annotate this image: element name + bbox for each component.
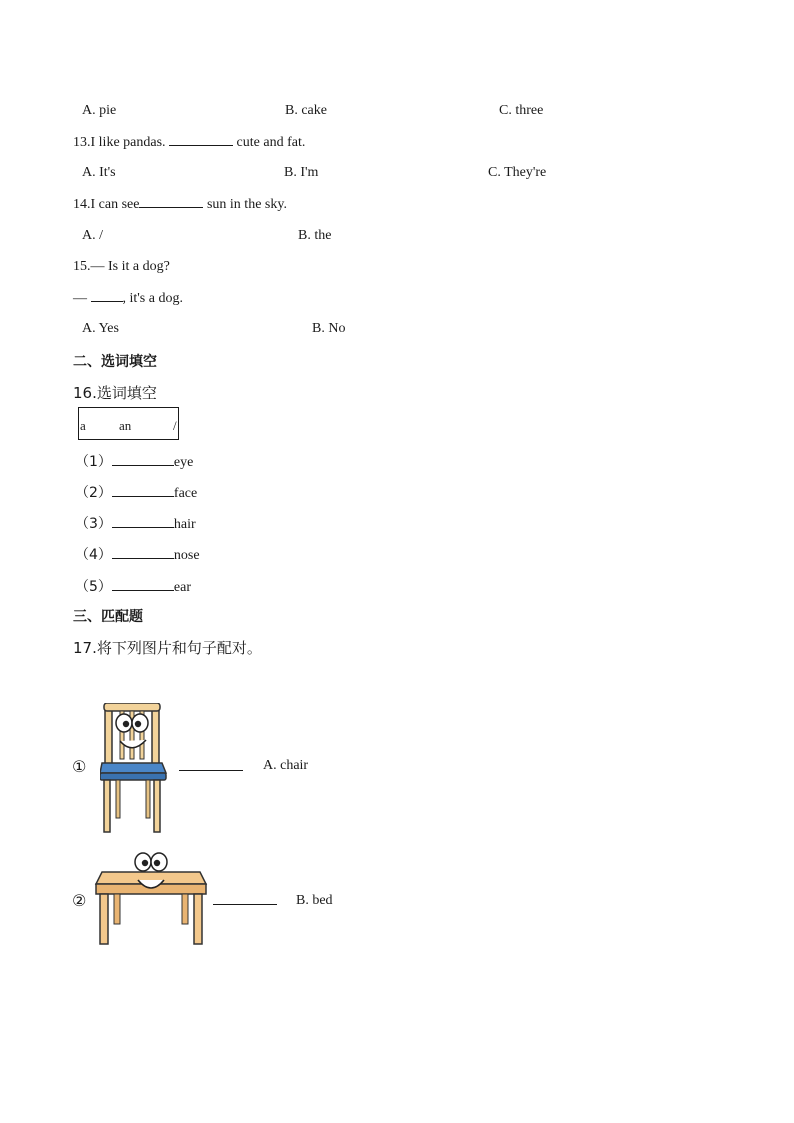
q16-item-5 [75, 576, 191, 596]
item-word: eye [173, 455, 194, 470]
item-number: （3） [75, 516, 112, 532]
pair-1-option: A. chair [263, 758, 309, 773]
q16-item-1 [75, 451, 193, 471]
q14-option-a[interactable]: A. / [82, 228, 103, 243]
q13-option-c[interactable]: C. They're [488, 165, 547, 180]
q14-option-b[interactable]: B. the [298, 228, 332, 243]
q14-stem [73, 196, 287, 213]
section-3-heading: 三、匹配题 [73, 609, 143, 625]
cartoon-chair-image [100, 703, 170, 835]
item-blank[interactable] [112, 485, 174, 497]
item-number: （2） [75, 485, 112, 501]
word-a: a [80, 418, 86, 433]
q15-option-a[interactable]: A. Yes [82, 321, 119, 336]
q13-stem [73, 134, 305, 151]
item-blank[interactable] [112, 454, 174, 466]
pair-1-answer-line[interactable] [179, 759, 243, 776]
q13-after: cute and fat. [233, 135, 306, 150]
word-an: an [119, 418, 132, 433]
q13-option-a[interactable]: A. It's [82, 165, 116, 180]
item-number: （4） [75, 547, 112, 563]
q16-title: 16.选词填空 [73, 384, 157, 402]
cartoon-table-image [94, 850, 208, 946]
item-blank[interactable] [112, 547, 174, 559]
item-word: ear [173, 580, 192, 595]
word-none: / [173, 418, 177, 433]
q12-option-b[interactable]: B. cake [285, 103, 327, 118]
q15-after: , it's a dog. [122, 291, 183, 306]
q14-after: sun in the sky. [203, 197, 287, 212]
q16-item-3 [75, 513, 196, 533]
item-number: （5） [75, 579, 112, 595]
q15-dash: — [73, 291, 91, 306]
q15-option-b[interactable]: B. No [312, 321, 346, 336]
q14-blank[interactable] [139, 196, 203, 208]
q13-blank[interactable] [169, 134, 233, 146]
section-2-heading: 二、选词填空 [73, 354, 157, 370]
pair-2-option: B. bed [296, 893, 333, 908]
item-number: （1） [75, 454, 112, 470]
item-word: face [173, 486, 198, 501]
q15-blank[interactable] [91, 290, 123, 302]
pair-1-marker: ① [72, 757, 87, 776]
item-blank[interactable] [112, 516, 174, 528]
q17-title: 17.将下列图片和句子配对。 [73, 639, 262, 657]
item-word: nose [173, 548, 200, 563]
q16-item-2 [75, 482, 197, 502]
item-word: hair [173, 517, 196, 532]
q13-option-b[interactable]: B. I'm [284, 165, 319, 180]
q14-before: 14.I can see [73, 197, 140, 212]
q13-before: 13.I like pandas. [73, 135, 170, 150]
q12-option-c[interactable]: C. three [499, 103, 544, 118]
q15-line2 [73, 290, 183, 307]
q12-option-a[interactable]: A. pie [82, 103, 117, 118]
item-blank[interactable] [112, 579, 174, 591]
word-bank-box [78, 407, 179, 440]
q16-item-4 [75, 544, 200, 564]
pair-2-marker: ② [72, 891, 87, 910]
q15-line1: 15.— Is it a dog? [73, 259, 170, 274]
pair-2-answer-line[interactable] [213, 893, 277, 910]
